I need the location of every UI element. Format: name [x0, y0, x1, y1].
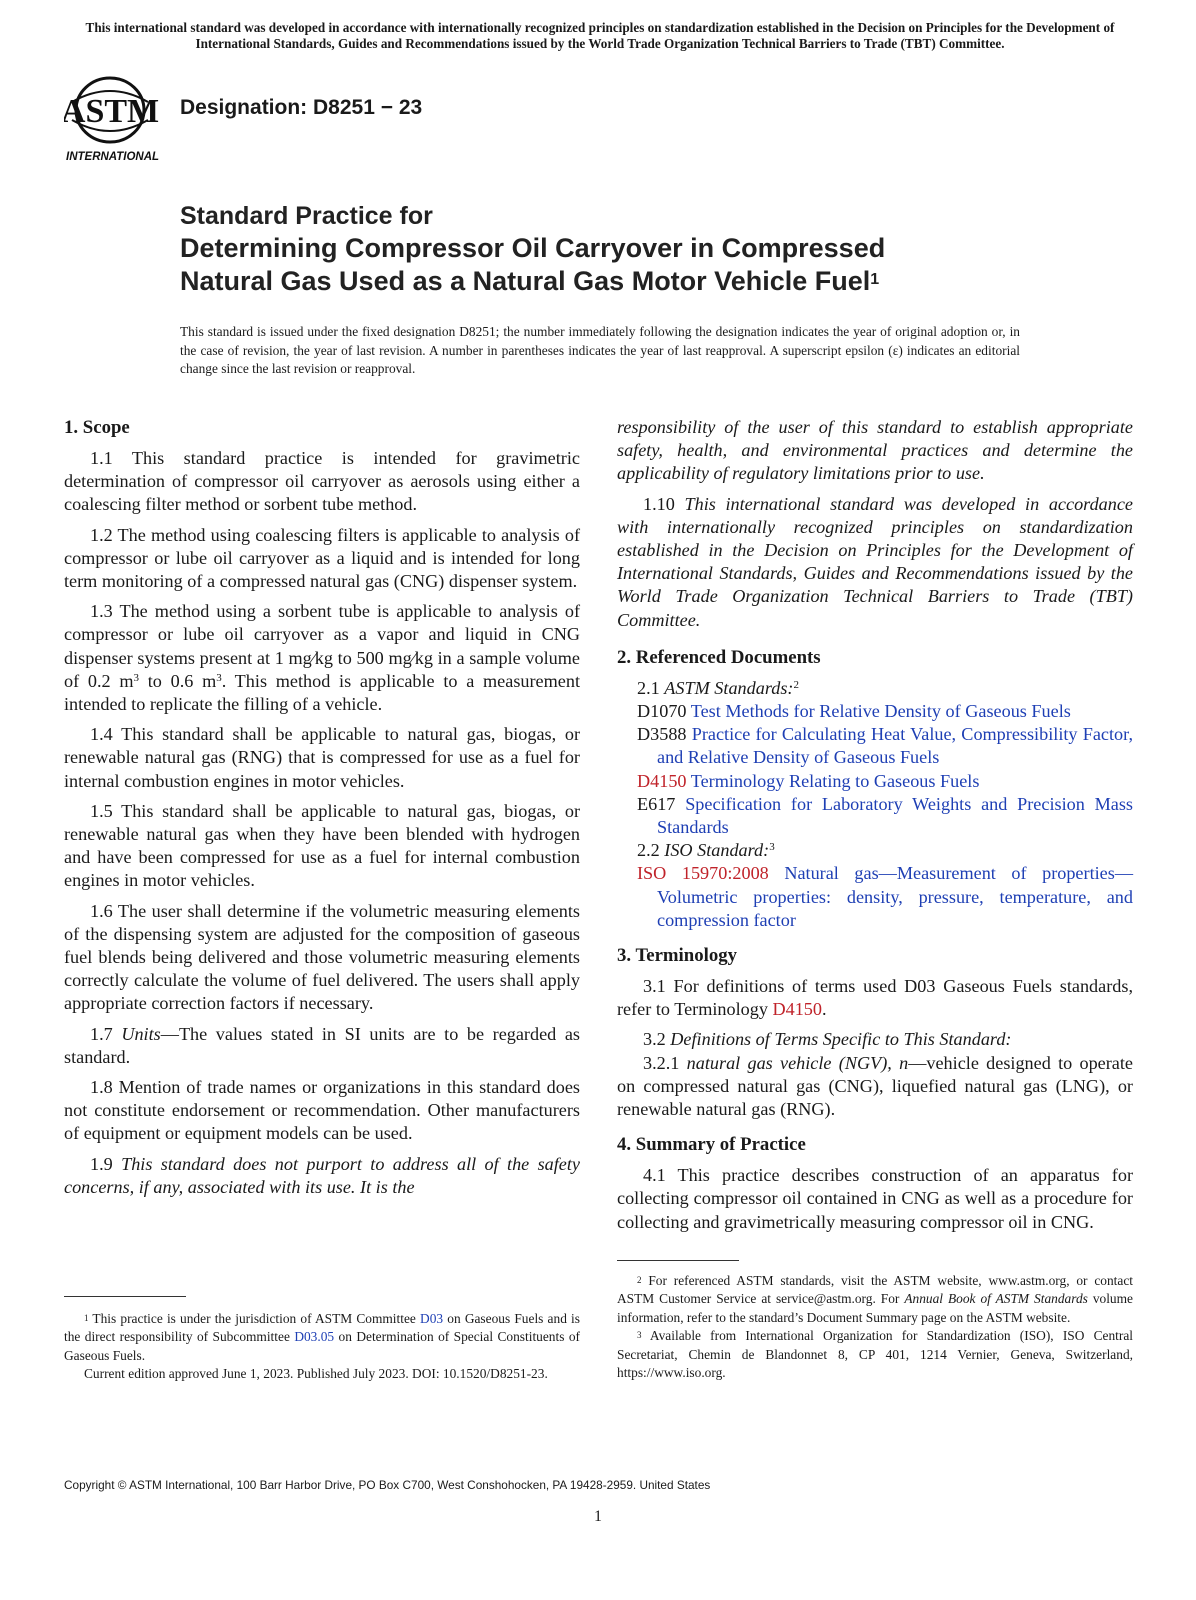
ref-code: D3588: [637, 724, 687, 745]
footnote-rule-right: [617, 1260, 739, 1261]
fn2-part-a: For referenced ASTM standards, visit the ASTM website, www.astm.org, or contact ASTM Customer Service at service@astm.org. For: [617, 1273, 1133, 1307]
logo-wordmark: ASTM: [64, 93, 160, 130]
document-title: [180, 200, 1080, 298]
logo-subtitle: INTERNATIONAL: [66, 151, 160, 163]
fn1-link-d03[interactable]: D03: [420, 1311, 444, 1326]
ref-title-link[interactable]: Specification for Laboratory Weights and Precision Mass Standards: [657, 793, 1133, 838]
paragraph-1-2: 1.2 The method using coalescing filters is applicable to analysis of compressor or lube oil carryover as a liquid and is intended for long term monitoring of a compressed natural gas (CNG) dispenser system.: [64, 524, 580, 592]
paragraph-1-6: 1.6 The user shall determine if the volumetric measuring elements of the dispensing system are adjusted for the composition of gaseous fuel blends being delivered and those volumetric measuring elements correctly calculate the volume of fuel delivered. The users shall apply appropriate correction factors if necessary.: [64, 900, 580, 1014]
iso-head-num: 2.2: [637, 840, 665, 861]
p1-3-part-c: . This method is applicable to a measurement intended to replicate the filling of a vehicle.: [64, 670, 580, 715]
fn2-mark: 2: [637, 1275, 642, 1285]
astm-head-text: ASTM Standards:: [664, 677, 794, 698]
p3-2-1-num: 3.2.1: [643, 1052, 687, 1073]
p3-2-num: 3.2: [643, 1029, 671, 1050]
section-heading-terminology: 3. Terminology: [617, 945, 738, 967]
fn1-part-b: on Gaseous Fuels and is the direct responsibility of Subcommittee: [64, 1311, 580, 1345]
fn1-part-a: This practice is under the jurisdiction of ASTM Committee: [88, 1311, 421, 1326]
astm-logo-icon: [64, 72, 166, 164]
title-line-2: Determining Compressor Oil Carryover in Compressed: [180, 233, 886, 263]
title-line-3: [180, 265, 1080, 298]
p1-7-num: 1.7: [90, 1023, 122, 1044]
paragraph-1-7: [64, 1023, 580, 1069]
section-heading-summary: 4. Summary of Practice: [617, 1134, 806, 1156]
fn1-mark: 1: [84, 1313, 89, 1323]
p1-7-italic: Units: [121, 1023, 161, 1044]
fn1-part-c: on Determination of Special Constituents of Gaseous Fuels.: [64, 1329, 580, 1363]
p3-1-part-a: 3.1 For definitions of terms used D03 Gaseous Fuels standards, refer to Terminology: [617, 976, 1133, 1020]
fn2-italic: Annual Book of ASTM Standards: [904, 1291, 1088, 1307]
paragraph-1-10: [617, 493, 1133, 632]
astm-standards-heading: [617, 677, 1133, 700]
p1-7-rest: —The values stated in SI units are to be regarded as standard.: [64, 1023, 580, 1067]
fn2-part-b: volume information, refer to the standard’s Document Summary page on the ASTM website.: [617, 1291, 1133, 1325]
ref-item-e617[interactable]: [617, 793, 1133, 839]
issue-note: This standard is issued under the fixed designation D8251; the number immediately following the designation indicates the year of original adoption or, in the case of revision, the year of last revision. A number in parentheses indicates the year of last reapproval. A superscript epsilon (ε) indicates an editorial change since the last revision or reapproval.: [180, 324, 1020, 376]
ref-item-d1070[interactable]: [617, 700, 1133, 723]
paragraph-1-8: 1.8 Mention of trade names or organizations in this standard does not constitute endorsement or recommendation. Other manufacturers of equipment or equipment models can be used.: [64, 1077, 580, 1144]
section-heading-referenced: 2. Referenced Documents: [617, 646, 821, 668]
paragraph-1-3: [64, 600, 580, 716]
paragraph-1-4: 1.4 This standard shall be applicable to natural gas, biogas, or renewable natural gas (RNG) that is compressed for use as a fuel for internal combustion engines in motor vehicles.: [64, 724, 580, 791]
footnote-1-edition: Current edition approved June 1, 2023. Published July 2023. DOI: 10.1520/D8251-23.: [84, 1366, 548, 1382]
right-column: [617, 416, 1133, 1241]
left-column: [64, 416, 580, 1206]
paragraph-1-1: 1.1 This standard practice is intended for gravimetric determination of compressor oil carryover as aerosols using either a coalescing filter method or sorbent tube method.: [64, 448, 580, 515]
paragraph-3-2-1: [617, 1052, 1133, 1122]
footnote-2: [617, 1272, 1133, 1327]
ref-code[interactable]: D4150: [637, 770, 687, 791]
referenced-documents-list: [617, 677, 1133, 932]
ref-title-link[interactable]: Practice for Calculating Heat Value, Compressibility Factor, and Relative Density of Gaseous Fuels: [657, 724, 1133, 768]
p1-9-italic: This standard does not purport to address all of the safety concerns, if any, associated with its use. It is the: [64, 1153, 580, 1197]
iso-standard-heading: [617, 839, 1133, 862]
astm-logo: [64, 72, 166, 164]
footnote-1: [64, 1310, 580, 1365]
p3-2-1-definition: —vehicle designed to operate on compressed natural gas (CNG), liquefied natural gas (LNG), or renewable natural gas (RNG).: [617, 1052, 1134, 1120]
p1-3-sup-1: 3: [133, 671, 139, 684]
footnote-rule-left: [64, 1296, 186, 1297]
copyright-notice: Copyright © ASTM International, 100 Barr Harbor Drive, PO Box C700, West Conshohocken, PA 19428-2959. United States: [64, 1478, 711, 1492]
footnotes-left: [64, 1310, 580, 1384]
fn3-text: Available from International Organization for Standardization (ISO), ISO Central Secretariat, Chemin de Blandonnet 8, CP 401, 1214 Vernier, Geneva, Switzerland, https://www.iso.org.: [617, 1328, 1133, 1381]
astm-head-sup: 2: [793, 678, 799, 691]
ref-code: E617: [637, 793, 676, 814]
fn3-mark: 3: [637, 1330, 642, 1341]
title-line-1: Standard Practice for: [180, 202, 433, 230]
title-footnote-mark: 1: [870, 271, 880, 288]
p3-1-link-d4150[interactable]: D4150: [772, 999, 822, 1020]
ref-title-link[interactable]: Terminology Relating to Gaseous Fuels: [690, 770, 980, 791]
paragraph-1-9: [64, 1153, 580, 1199]
footnote-3: [617, 1327, 1133, 1382]
iso-code[interactable]: ISO 15970:2008: [637, 863, 769, 884]
section-heading-scope: 1. Scope: [64, 417, 130, 438]
p1-9-num: 1.9: [90, 1153, 122, 1174]
footnotes-right: [617, 1272, 1133, 1382]
ref-item-d4150[interactable]: [617, 770, 1133, 793]
p3-1-part-b: .: [821, 999, 827, 1020]
p1-10-italic: This international standard was developed in accordance with internationally recognized principles on standardization established in the Decision on Principles for the Development of International Standards, Guides and Recommendations issued by the World Trade Organization Technical Barriers to Trade (TBT) Committee.: [617, 493, 1134, 630]
p1-3-sup-2: 3: [216, 671, 222, 684]
iso-head-sup: 3: [769, 841, 775, 854]
iso-head-text: ISO Standard:: [664, 840, 770, 861]
title-line-3-text: Natural Gas Used as a Natural Gas Motor Vehicle Fuel: [180, 266, 871, 296]
paragraph-4-1: 4.1 This practice describes construction of an apparatus for collecting compressor oil contained in CNG as well as a procedure for collecting and gravimetrically measuring compressor oil in CNG.: [617, 1165, 1133, 1232]
ref-title-link[interactable]: Test Methods for Relative Density of Gaseous Fuels: [690, 701, 1071, 722]
p1-10-num: 1.10: [643, 493, 685, 514]
designation: Designation: D8251 − 23: [180, 96, 423, 119]
ref-code: D1070: [637, 701, 687, 722]
paragraph-3-2: [617, 1028, 1133, 1051]
p1-3-part-b: to 0.6 m: [139, 670, 217, 691]
paragraph-3-1: [617, 975, 1133, 1021]
iso-title-link[interactable]: Natural gas—Measurement of properties—Volumetric properties: density, pressure, temperature, and compression factor: [657, 863, 1134, 930]
fn1-link-d0305[interactable]: D03.05: [294, 1329, 335, 1345]
ref-item-d3588[interactable]: [617, 723, 1133, 769]
ref-item-iso15970[interactable]: [617, 862, 1133, 932]
p3-2-italic: Definitions of Terms Specific to This Standard:: [670, 1029, 1012, 1050]
paragraph-1-9-continued: responsibility of the user of this standard to establish appropriate safety, health, and environmental practices and determine the applicability of regulatory limitations prior to use.: [617, 417, 1133, 484]
page-number: 1: [594, 1508, 602, 1525]
top-notice: This international standard was developed in accordance with internationally recognized principles on standardization established in the Decision on Principles for the Development of International Standards, Guides and Recommendations issued by the World Trade Organization Technical Barriers to Trade (TBT) Committee.: [85, 20, 1115, 51]
p3-2-1-term: natural gas vehicle (NGV), n: [686, 1052, 909, 1073]
p1-3-part-a: 1.3 The method using a sorbent tube is applicable to analysis of compressor or lube oil carryover as a vapor and liquid in CNG dispenser systems present at 1 mg⁄kg to 500 mg⁄kg in a sample volume of 0.2 m: [64, 601, 580, 691]
paragraph-1-5: 1.5 This standard shall be applicable to natural gas, biogas, or renewable natural gas when they have been blended with hydrogen and have been compressed for use as a fuel for internal combustion engines in motor vehicles.: [64, 800, 580, 891]
astm-head-num: 2.1: [637, 677, 665, 698]
